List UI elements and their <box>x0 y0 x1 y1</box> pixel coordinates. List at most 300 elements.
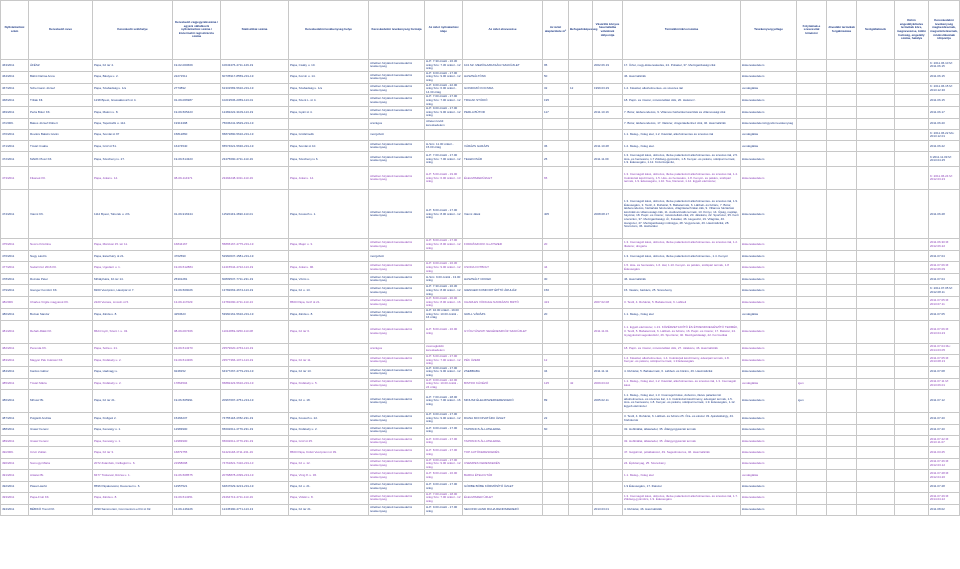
table-cell[interactable]: 2011.07.08 <box>929 366 960 378</box>
table-cell[interactable]: üzletben folytatott kereskedelmi tevékenység <box>369 71 425 83</box>
table-cell[interactable] <box>543 320 569 343</box>
table-cell[interactable] <box>827 458 857 470</box>
table-cell[interactable] <box>827 413 857 425</box>
table-cell[interactable] <box>827 274 857 285</box>
table-cell[interactable]: 34 <box>543 366 569 378</box>
table-cell[interactable]: H-P: 9.00 órától - 22.00 óráig Szo: 6.00 órától - 14.30 óráig <box>425 83 463 95</box>
table-cell[interactable] <box>827 470 857 481</box>
table-cell[interactable] <box>797 71 827 83</box>
table-cell[interactable]: üzletben folytatott kereskedelmi tevékenység <box>369 470 425 481</box>
table-cell[interactable]: Pápa, Somlai út 10. <box>289 141 369 152</box>
table-cell[interactable]: Pápa, Esterházy út 21. <box>93 251 173 262</box>
table-cell[interactable]: Pápa, Vinig 8. u. 36. <box>289 470 369 481</box>
table-cell[interactable]: Pápa, Széchenyi u 6. <box>289 152 369 167</box>
table-cell[interactable]: 2011.07.05 M: 2013.07.11 <box>929 297 960 309</box>
table-cell[interactable]: 2013.03.01 <box>593 504 623 515</box>
table-cell[interactable]: 8500 Pápa, Külső Veszprémi út 39. <box>289 447 369 458</box>
table-cell[interactable]: TOP AUTÓKERESKEDÉS <box>463 447 543 458</box>
table-cell[interactable]: H-P: 8.00 órától - 16.00 óráig <box>425 470 463 481</box>
table-cell[interactable]: 117 <box>543 107 569 119</box>
table-cell[interactable] <box>797 262 827 274</box>
table-cell[interactable] <box>543 458 569 470</box>
table-cell[interactable] <box>543 436 569 447</box>
table-cell[interactable] <box>289 118 369 129</box>
table-cell[interactable]: 25301281 <box>173 274 221 285</box>
table-cell[interactable]: 19-09-512884 <box>173 262 221 274</box>
table-cell[interactable]: Pápa, Malom u. 8. <box>93 107 173 119</box>
table-cell[interactable]: 2011.07.04 <box>929 251 960 262</box>
table-cell[interactable] <box>857 343 895 354</box>
table-cell[interactable]: 463/2011 <box>1 60 29 72</box>
table-cell[interactable] <box>895 425 929 436</box>
table-cell[interactable]: üzletben folytatott kereskedelmi tevékenység <box>369 83 425 95</box>
table-cell[interactable]: 15812860 <box>173 130 221 141</box>
table-cell[interactable]: 482/2011 <box>1 343 29 354</box>
table-row[interactable] <box>1 152 960 167</box>
table-cell[interactable] <box>857 107 895 119</box>
table-cell[interactable]: Fikanek Kft. <box>29 167 93 190</box>
table-cell[interactable]: Pápa, Fő u. 21. <box>289 481 369 492</box>
table-cell[interactable]: Pápa, Kossuth u. 1. <box>289 190 369 239</box>
table-cell[interactable] <box>569 167 593 190</box>
table-cell[interactable]: PERLA BÚTOR <box>463 107 543 119</box>
table-cell[interactable]: H-P: 9.00 órától - 17.00 óráig Szo: 9.00 órától - 12 óráig <box>426 457 461 469</box>
table-row[interactable] <box>1 481 960 492</box>
table-cell[interactable]: 475/2011 <box>1 239 29 251</box>
table-cell[interactable]: vendéglátás <box>741 83 797 95</box>
table-cell[interactable]: üzletben folytatott kereskedelmi tevékenység <box>369 320 425 343</box>
table-cell[interactable] <box>827 378 857 390</box>
table-cell[interactable] <box>569 141 593 152</box>
table-cell[interactable]: 19-09-514370 <box>173 343 221 354</box>
table-cell[interactable]: 20967697-4751-213-19 <box>221 390 289 413</box>
table-cell[interactable] <box>797 436 827 447</box>
table-cell[interactable]: üzletben folytatott kereskedelmi tevékenység <box>369 239 425 251</box>
table-cell[interactable]: Nagy László <box>29 251 93 262</box>
table-cell[interactable]: 488/2011 <box>1 425 29 436</box>
table-cell[interactable] <box>857 492 895 504</box>
table-cell[interactable] <box>857 297 895 309</box>
table-cell[interactable] <box>827 425 857 436</box>
table-cell[interactable]: 20 <box>543 308 569 320</box>
table-cell[interactable]: FODRÁSZCIKK ILLATSZER <box>463 239 543 251</box>
table-cell[interactable]: 1.3. Csomagolt kávé, dobozos, illetve palackozott alkoholmentes- és szeszes ital, 1.2. Illatszer, drogéria <box>623 239 741 251</box>
table-cell[interactable] <box>569 504 593 515</box>
table-cell[interactable]: 490/2011 <box>1 458 29 470</box>
table-cell[interactable]: 19-09-514351 <box>173 492 221 504</box>
table-cell[interactable]: üzletben folytatott kereskedelmi tevékenység <box>369 190 425 239</box>
table-cell[interactable]: 2011.10.28 <box>593 141 623 152</box>
table-cell[interactable]: 3. Textil, 4. Ruházat, 6. Lábbeli- és bőráru 25. Óra- és ékszer 33. Ajándéktárgy, 43. Kisbútorok <box>623 413 741 425</box>
table-cell[interactable]: Pápa, Fő tér 11. <box>289 354 369 366</box>
table-cell[interactable]: MARK Plusz Kft. <box>29 152 93 167</box>
table-cell[interactable] <box>895 190 929 239</box>
table-cell[interactable]: H-P: 9.00 órától - 17.00 óráig <box>425 481 463 492</box>
table-cell[interactable]: 01-09-066987 <box>173 95 221 107</box>
table-cell[interactable]: 2011.11.11 <box>593 366 623 378</box>
table-row[interactable] <box>1 251 960 262</box>
table-cell[interactable] <box>827 118 857 129</box>
table-cell[interactable]: 2011.07.11 M: 2013.06.01 <box>929 378 960 390</box>
table-cell[interactable]: Pápa, Fő u. 13. <box>289 285 369 297</box>
table-cell[interactable] <box>857 71 895 83</box>
table-cell[interactable]: 12 <box>569 83 593 95</box>
table-cell[interactable] <box>593 354 623 366</box>
table-cell[interactable] <box>569 71 593 83</box>
table-row[interactable] <box>1 354 960 366</box>
table-cell[interactable] <box>857 470 895 481</box>
table-cell[interactable] <box>827 107 857 119</box>
table-cell[interactable]: Pápa, Szabadság u. 1/a <box>289 83 369 95</box>
table-cell[interactable]: K: 2011.06.15 M: 2013.12.30 <box>929 83 960 95</box>
table-cell[interactable]: BÉBIKÖ Trend Kft. <box>29 504 93 515</box>
table-cell[interactable]: 469/2011 <box>1 107 29 119</box>
table-cell[interactable]: 74761821-7410-231-13 <box>221 458 289 470</box>
table-cell[interactable]: 1.2. Kávéital, alkoholmentes- és szeszes ital <box>623 83 741 95</box>
table-cell[interactable]: kiskereskedelem <box>741 239 797 251</box>
table-cell[interactable]: üzletben folytatott kereskedelmi tevékenység <box>369 141 425 152</box>
column-header[interactable]: Az üzlet elnevezése <box>463 1 543 60</box>
table-cell[interactable]: H-P: 7.00 órától - 17.00 óráig Szo: 7.00 órától - 12 óráig <box>426 94 461 106</box>
table-cell[interactable]: Pápa, Jókai u. 14. <box>289 167 369 190</box>
table-cell[interactable]: 479/2011 <box>1 285 29 297</box>
column-header[interactable]: Kereskedelmi tevékenység formája <box>369 1 425 60</box>
table-cell[interactable]: 2011.07.04 Mo: 2014.03.05 <box>929 343 960 354</box>
table-cell[interactable]: ZSEBBABA <box>463 366 543 378</box>
table-cell[interactable]: Vianni Játék <box>463 190 543 239</box>
table-cell[interactable]: 1999.03.29 <box>593 83 623 95</box>
table-cell[interactable]: GÖRBE BÖBE KÖRMÖSÍTÓ ÜZLET <box>463 481 543 492</box>
table-cell[interactable]: Pápa, Zárda u. 8. <box>93 308 173 320</box>
table-cell[interactable] <box>827 83 857 95</box>
table-cell[interactable]: 2011.08.02 <box>929 504 960 515</box>
table-cell[interactable]: 1.3. Csomagolt kávé, dobozos, illetve palackozott alkoholmentes- és szeszes ital, 1.4. Cukrászati készítmény, 1.5. Hús- és hentesáru, 1.8. Kenyér- és pékáru, sütőipari termék, 1.9. Édességáru, 1.10. Tea, fűszerek, 1.12. Egyéb élelmiszer, <box>623 167 741 190</box>
table-cell[interactable]: 1.5. Hús- és hentesáru, 1.6. Hal, 1.10. Kenyér- és pékáru, sütőipari termék, 1.8 Édességáru <box>623 262 741 274</box>
table-cell[interactable]: 49/2009. <box>1 447 29 458</box>
table-cell[interactable] <box>857 504 895 515</box>
table-cell[interactable]: BISTRO KÁVÉZÓ <box>463 378 543 390</box>
table-cell[interactable]: CHARLES VÖDGILE NAVRÁZZU BIZTÓ <box>463 297 543 309</box>
table-cell[interactable]: 08-09-114371 <box>173 167 221 190</box>
column-header[interactable]: Kereskedő neve <box>29 1 93 60</box>
table-cell[interactable]: Bálint Dalma Anna <box>29 71 93 83</box>
table-cell[interactable]: 32. Hobbiállat, állateledel, 35. Állatgyógyászati termék <box>623 425 741 436</box>
table-cell[interactable] <box>593 239 623 251</box>
table-cell[interactable]: Pápa, Jókai u. 96. <box>289 262 369 274</box>
table-cell[interactable]: Pásai László <box>29 481 93 492</box>
table-cell[interactable]: 1.1. Meleg-, hideg étel, 1.3. Csomagolt kávé, dobozos, illetve palackozott alkoholmentes- és szeszes ital, 1.4. Cukrászati készítmény, édesipari termék, 1.5. Hús- és hentesáru, 1.8. Kenyér- és pékáru, sütőipari termék, 1.9. Édességáru, 1.12. Egyéb élelmiszer <box>623 390 741 413</box>
table-cell[interactable]: 2072 Zsámbék, Csillagtúri u. 6. <box>93 458 173 470</box>
table-cell[interactable]: 11012869-3250-113-08 <box>221 320 289 343</box>
table-cell[interactable] <box>569 366 593 378</box>
table-cell[interactable]: TAPPANCS ÁLLATELEDEL <box>463 425 543 436</box>
table-cell[interactable] <box>289 251 369 262</box>
table-cell[interactable]: H-P: 9.00 órától - 16.30 óráig Szo: 9.00 órától - 12 óráig <box>426 261 461 273</box>
table-cell[interactable]: 125 <box>543 378 569 390</box>
table-cell[interactable] <box>857 436 895 447</box>
table-cell[interactable]: kiskereskedelem <box>741 320 797 343</box>
table-cell[interactable]: 23494248-3311-113-19 <box>221 167 289 190</box>
table-cell[interactable]: Gienger Komfort Kft. <box>29 285 93 297</box>
table-cell[interactable]: 2011.07.06 M: 2012.06.09 <box>929 262 960 274</box>
table-cell[interactable]: Somogyi Mária <box>29 458 93 470</box>
table-cell[interactable]: 23577366-1071-113-19 <box>221 354 289 366</box>
table-cell[interactable]: kiskereskedelem <box>741 366 797 378</box>
table-cell[interactable] <box>569 152 593 167</box>
table-cell[interactable]: 1238 Bpest, Grassalkovich út 4. <box>93 95 173 107</box>
table-cell[interactable]: VÁRÁZS GARÁZS <box>463 141 543 152</box>
table-cell[interactable]: igen <box>797 378 827 390</box>
table-cell[interactable] <box>797 481 827 492</box>
table-cell[interactable] <box>827 130 857 141</box>
table-cell[interactable]: 52960637-1581-231-19 <box>221 251 289 262</box>
table-cell[interactable]: 9248152 <box>173 366 221 378</box>
table-row[interactable] <box>1 343 960 354</box>
table-row[interactable] <box>1 71 960 83</box>
table-cell[interactable]: 481/2011 <box>1 320 29 343</box>
table-cell[interactable]: 53960161-5610-231-19 <box>221 308 289 320</box>
table-cell[interactable]: 13-09-117029 <box>173 297 221 309</box>
table-cell[interactable]: Pápa, Kisfaludy u. 2. <box>93 378 173 390</box>
table-cell[interactable] <box>857 239 895 251</box>
table-cell[interactable]: kiskereskedelem/ügynöki tevékenység <box>741 118 797 129</box>
table-cell[interactable]: kiskereskedelem <box>741 425 797 436</box>
table-cell[interactable]: 4253623 <box>173 308 221 320</box>
table-row[interactable] <box>1 390 960 413</box>
table-cell[interactable] <box>797 285 827 297</box>
table-cell[interactable]: Pápa, Kisfaludy u. 2. <box>93 354 173 366</box>
table-cell[interactable]: 473/2011 <box>1 167 29 190</box>
table-cell[interactable]: Izsasz Ferenc <box>29 425 93 436</box>
table-cell[interactable]: üzletben folytatott kereskedelmi tevékenység <box>369 274 425 285</box>
table-row[interactable] <box>1 262 960 274</box>
table-cell[interactable] <box>895 447 929 458</box>
table-row[interactable] <box>1 95 960 107</box>
table-cell[interactable]: Pápa, Széchenyi u. 27. <box>93 152 173 167</box>
table-cell[interactable]: 64377267-4779-231-19 <box>221 366 289 378</box>
table-cell[interactable] <box>569 118 593 129</box>
table-cell[interactable]: kiskereskedelem <box>741 107 797 119</box>
table-cell[interactable]: 2011.07.28 <box>929 481 960 492</box>
table-cell[interactable]: üzletben folytatott kereskedelmi tevékenység <box>369 285 425 297</box>
table-cell[interactable]: Pápa, Somlai út 97 <box>93 130 173 141</box>
table-cell[interactable]: H-P: 8.00 órától - 17.00 óráig <box>425 447 463 458</box>
table-cell[interactable]: 2011.07.05 <box>929 308 960 320</box>
table-cell[interactable]: 7. Bútor, lakberendezés, 17. Illatszer, drogériáellenhez cikk, 46. Használtcikk <box>623 118 741 129</box>
table-cell[interactable]: üzletben folytatott kereskedelmi tevékenység <box>369 447 425 458</box>
table-cell[interactable]: üzletben folytatott kereskedelmi tevékenység <box>369 492 425 504</box>
table-cell[interactable]: 19313498 <box>173 118 221 129</box>
table-cell[interactable] <box>827 285 857 297</box>
table-cell[interactable]: 2011.06.15 <box>929 71 960 83</box>
table-cell[interactable] <box>593 470 623 481</box>
table-cell[interactable]: 65602611-4779-231-19 <box>221 425 289 436</box>
table-cell[interactable]: 468/2011 <box>1 95 29 107</box>
table-cell[interactable]: 10643476-4711-129-19 <box>221 60 289 72</box>
table-cell[interactable]: Czutr Zoltán <box>29 447 93 458</box>
table-cell[interactable]: 1.3. Csomagolt kávé, dobozos, illetve palackozott alkoholmentes- és szeszes ital, 1.7. Zöldség-gyümölcs, 1.9. Édességáru <box>623 492 741 504</box>
table-cell[interactable]: 2011.06.30 M: 2012.06.22 <box>929 239 960 251</box>
table-cell[interactable]: Pápa, Fő tér 13. <box>289 366 369 378</box>
table-cell[interactable]: 15466237 <box>173 413 221 425</box>
table-cell[interactable]: Pápa, Gróf út 51. <box>93 141 173 152</box>
table-cell[interactable] <box>857 274 895 285</box>
table-cell[interactable]: 7. Bútor, lakberendezés, 9. Villamos háztartási készülék és villamossági cikk <box>623 107 741 119</box>
table-cell[interactable]: 12983900 <box>173 436 221 447</box>
table-cell[interactable] <box>543 470 569 481</box>
table-cell[interactable]: 1.1. Meleg-, hideg étel <box>623 470 741 481</box>
table-cell[interactable]: 23579620-4763-113-19 <box>221 343 289 354</box>
table-cell[interactable]: 23464713-4711-113-19 <box>221 492 289 504</box>
table-cell[interactable]: Pápa, Kenetéjy u. 1. <box>93 436 173 447</box>
table-cell[interactable]: 65574621-5630-231-19 <box>221 141 289 152</box>
table-row[interactable] <box>1 190 960 239</box>
table-cell[interactable]: 21958098 <box>173 458 221 470</box>
table-cell[interactable]: 60735917-8559-231-19 <box>221 71 289 83</box>
table-cell[interactable]: 2011.06.20 <box>929 118 960 129</box>
table-cell[interactable] <box>827 167 857 190</box>
table-cell[interactable]: Kardos Gábor <box>29 366 93 378</box>
table-cell[interactable]: Perla Bútor Kft. <box>29 107 93 119</box>
table-cell[interactable] <box>569 130 593 141</box>
table-cell[interactable]: Pápa, Fő tér 21. <box>289 504 369 515</box>
table-cell[interactable] <box>895 239 929 251</box>
table-cell[interactable] <box>857 425 895 436</box>
table-cell[interactable] <box>593 413 623 425</box>
table-cell[interactable]: Pápa, Zárda u. 8. <box>93 492 173 504</box>
table-cell[interactable] <box>797 274 827 285</box>
table-cell[interactable]: H-P: 7.00 órától - 17.00 óráig Szo: 7.00 órától - 12 óráig <box>425 152 463 167</box>
table-cell[interactable] <box>797 130 827 141</box>
table-cell[interactable] <box>543 251 569 262</box>
table-cell[interactable]: Sodal Irisz 2016 Kft. <box>29 262 93 274</box>
table-cell[interactable]: 19-09-514323 <box>173 152 221 167</box>
table-row[interactable] <box>1 167 960 190</box>
table-cell[interactable]: 65 <box>543 167 569 190</box>
table-cell[interactable]: üzletben folytatott kereskedelmi tevékenység <box>369 436 425 447</box>
table-cell[interactable]: Pápa, Fő u. 12. <box>289 458 369 470</box>
table-cell[interactable]: 2011.06.22 <box>929 141 960 152</box>
table-cell[interactable]: CSEMPES KERESKEDÉS <box>463 458 543 470</box>
table-cell[interactable]: kiskereskedelem <box>741 71 797 83</box>
table-cell[interactable] <box>827 504 857 515</box>
table-cell[interactable]: 4. Ruházat, 46. Használtcikk <box>623 504 741 515</box>
table-cell[interactable] <box>857 378 895 390</box>
table-cell[interactable] <box>463 118 543 129</box>
table-cell[interactable] <box>569 390 593 413</box>
table-cell[interactable]: 13782663-4674-113-19 <box>221 285 289 297</box>
table-cell[interactable] <box>797 320 827 343</box>
table-cell[interactable] <box>895 390 929 413</box>
table-cell[interactable]: K: 2011.06.10 M: 2011.06.15 <box>929 60 960 72</box>
table-cell[interactable] <box>797 251 827 262</box>
table-cell[interactable]: H-P: 9.00 órától - 17.00 óráig <box>425 425 463 436</box>
table-cell[interactable]: 487/2011 <box>1 413 29 425</box>
table-cell[interactable] <box>797 167 827 190</box>
table-cell[interactable]: kiskereskedelem <box>741 297 797 309</box>
column-header[interactable]: Kereskedő székhelye <box>93 1 173 60</box>
table-cell[interactable] <box>797 107 827 119</box>
table-cell[interactable] <box>827 308 857 320</box>
table-cell[interactable]: 18. Papír- és írószer, művészellátó cikk, 20. Hatszerz. <box>623 95 741 107</box>
table-cell[interactable] <box>797 152 827 167</box>
table-cell[interactable] <box>895 354 929 366</box>
table-cell[interactable]: 467/2011 <box>1 83 29 95</box>
table-cell[interactable] <box>569 107 593 119</box>
table-cell[interactable]: 36 <box>543 141 569 152</box>
table-cell[interactable]: H-P: 9.00 órától - 17.00 óráig <box>425 504 463 515</box>
table-cell[interactable]: 19-06-508575 <box>173 470 221 481</box>
table-cell[interactable]: Pápa, Fő u. 18. <box>289 390 369 413</box>
table-cell[interactable]: Izsasz Ferenc <box>29 436 93 447</box>
table-cell[interactable] <box>569 239 593 251</box>
table-cell[interactable]: 22271511 <box>173 71 221 83</box>
table-cell[interactable]: H-P: 9.00 órától - 17.00 óráig Szo: 9.00 órától - 12 óráig <box>426 70 461 82</box>
table-cell[interactable] <box>895 320 929 343</box>
table-cell[interactable] <box>569 354 593 366</box>
table-cell[interactable]: üzletben folytatott kereskedelmi tevékenység <box>369 167 425 190</box>
table-cell[interactable]: K: 2011.07.05 M: 2012.08.11 <box>929 285 960 297</box>
table-cell[interactable]: DIANA MOI DIVATÁRU ÜZLET <box>463 413 543 425</box>
table-row[interactable] <box>1 83 960 95</box>
column-header[interactable]: Szolgáltatások <box>857 1 895 60</box>
table-cell[interactable]: 60 <box>543 425 569 436</box>
table-cell[interactable]: Charles Virgile magyarok Kft. <box>29 297 93 309</box>
table-cell[interactable] <box>797 458 827 470</box>
table-cell[interactable]: 20 <box>543 239 569 251</box>
table-cell[interactable]: kiskereskedelem <box>741 274 797 285</box>
column-header[interactable]: Az üzlet alapterülete m² <box>543 1 569 60</box>
table-cell[interactable]: Ruzsás Péter <box>29 274 93 285</box>
table-cell[interactable]: Pápa, Csáky u. 10. <box>289 60 369 72</box>
table-cell[interactable]: 10219536-2059-113-01 <box>221 95 289 107</box>
table-cell[interactable]: H-P: 9.00 órától - 22.00 óráig Szo: 10.00 órától - 24 óráig <box>425 378 463 390</box>
table-cell[interactable] <box>569 190 593 239</box>
table-row[interactable] <box>1 274 960 285</box>
table-cell[interactable] <box>895 413 929 425</box>
table-cell[interactable]: H-Szo: 11.00 órától - 15.00 óráig <box>425 141 463 152</box>
table-cell[interactable] <box>895 60 929 72</box>
table-cell[interactable] <box>797 447 827 458</box>
table-cell[interactable]: kiskereskedelem <box>741 390 797 413</box>
column-header[interactable]: Tevékenység jellege <box>741 1 797 60</box>
table-cell[interactable]: 12415544-4722-113-19 <box>221 262 289 274</box>
table-cell[interactable]: 65872890-5610-231-19 <box>221 130 289 141</box>
table-cell[interactable]: 65602611-4779-231-19 <box>221 436 289 447</box>
table-cell[interactable]: országos <box>369 118 425 129</box>
table-cell[interactable] <box>797 95 827 107</box>
table-cell[interactable]: 47/2009. <box>1 118 29 129</box>
table-cell[interactable]: 75636241-9529-231-19 <box>221 118 289 129</box>
table-row[interactable] <box>1 285 960 297</box>
table-cell[interactable] <box>463 251 543 262</box>
column-header[interactable]: Befogadóképesség <box>569 1 593 60</box>
table-cell[interactable]: Pápa, Kisfigeti 2. <box>93 413 173 425</box>
table-cell[interactable] <box>827 447 857 458</box>
table-cell[interactable]: 8596 Pápakovácsi, Devecseri u. 6. <box>93 481 173 492</box>
table-cell[interactable]: mozgóbolt <box>369 251 425 262</box>
table-cell[interactable]: 61331583-5610-231-19 <box>221 83 289 95</box>
table-cell[interactable]: üzletben folytatott kereskedelmi tevékenység <box>369 262 425 274</box>
table-cell[interactable]: 2002.06.19 <box>593 60 623 72</box>
table-row[interactable] <box>1 492 960 504</box>
table-cell[interactable]: H-P: 9.00 órától - 17.00 óráig Szo: 9.00 órától - 12 óráig <box>426 365 461 377</box>
table-cell[interactable]: Pápa, Kisfaludy u. 5. <box>289 378 369 390</box>
table-cell[interactable]: TRILIAK STÚDIÓ <box>463 95 543 107</box>
table-cell[interactable]: 47. Gépjármű, pótalkatrész, 49. Segédmotoros, 46. Használtcikk <box>623 447 741 458</box>
table-cell[interactable] <box>593 251 623 262</box>
table-cell[interactable]: kiskereskedelem <box>741 343 797 354</box>
